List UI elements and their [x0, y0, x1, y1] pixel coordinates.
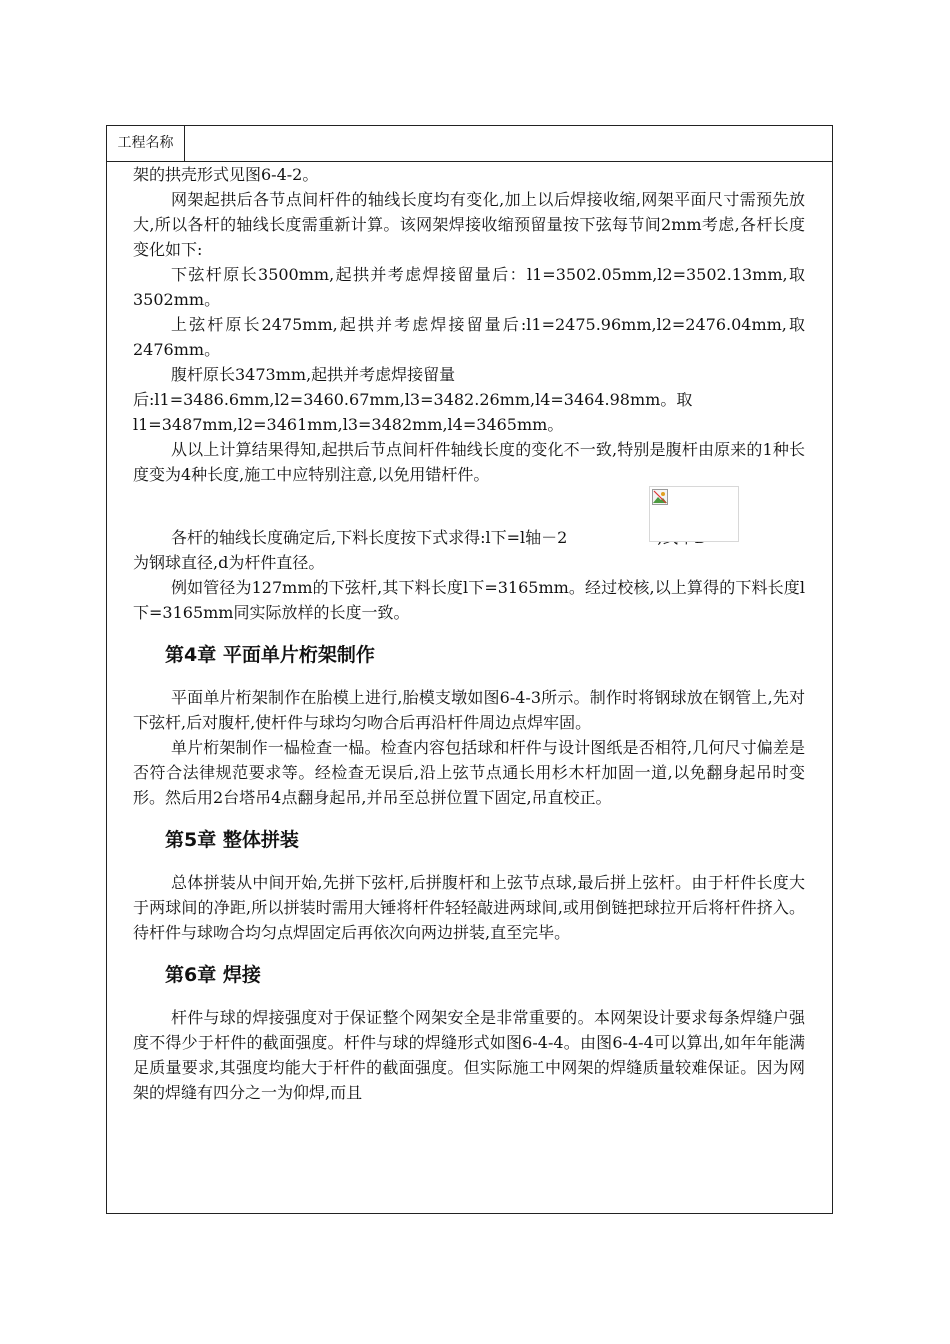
project-name-label: 工程名称	[107, 126, 185, 161]
paragraph: 例如管径为127mm的下弦杆,其下料长度l下=3165mm。经过校核,以上算得的下料长度l下=3165mm同实际放样的长度一致。	[133, 578, 805, 622]
paragraph: 上弦杆原长2475mm,起拱并考虑焊接留量后:l1=2475.96mm,l2=2476.04mm,取2476mm。	[133, 315, 805, 359]
formula-image	[649, 486, 739, 542]
project-name-value	[185, 126, 832, 161]
spacer	[133, 989, 805, 1005]
paragraph: 杆件与球的焊接强度对于保证整个网架安全是非常重要的。本网架设计要求每条焊缝户强度不得少于杆件的截面强度。杆件与球的焊缝形式如图6-4-4。由图6-4-4可以算出,如年年能满足质量要求,其强度均能大于杆件的截面强度。但实际施工中网架的焊缝质量较难保证。因为网架的焊缝有四分之一为仰焊,而且	[133, 1008, 805, 1102]
formula-image-slot	[567, 542, 657, 543]
broken-image-icon	[652, 489, 668, 505]
chapter-heading: 第6章 焊接	[165, 964, 261, 986]
paragraph: 后:l1=3486.6mm,l2=3460.67mm,l3=3482.26mm,l4=3464.98mm。取	[133, 390, 693, 409]
paragraph: 总体拼装从中间开始,先拼下弦杆,后拼腹杆和上弦节点球,最后拼上弦杆。由于杆件长度大于两球间的净距,所以拼装时需用大锤将杆件轻轻敲进两球间,或用倒链把球拉开后将杆件挤入。待杆件与球吻合均匀点焊固定后再依次向两边拼装,直至完毕。	[133, 873, 805, 942]
paragraph: l1=3487mm,l2=3461mm,l3=3482mm,l4=3465mm。	[133, 415, 564, 434]
paragraph: 腹杆原长3473mm,起拱并考虑焊接留量	[171, 365, 456, 384]
spacer	[133, 945, 805, 961]
chapter-heading: 第5章 整体拼装	[165, 829, 299, 851]
paragraph: 为钢球直径,d为杆件直径。	[133, 553, 325, 572]
paragraph: 从以上计算结果得知,起拱后节点间杆件轴线长度的变化不一致,特别是腹杆由原来的1种长度变为4种长度,施工中应特别注意,以免用错杆件。	[133, 440, 805, 484]
document-body	[133, 162, 805, 1105]
spacer	[133, 669, 805, 685]
paragraph: 单片桁架制作一榀检查一榀。检查内容包括球和杆件与设计图纸是否相符,几何尺寸偏差是否符合法律规范要求等。经检查无误后,沿上弦节点通长用杉木杆加固一道,以免翻身起吊时变形。然后用2台塔吊4点翻身起吊,并吊至总拼位置下固定,吊直校正。	[133, 738, 805, 807]
spacer	[133, 810, 805, 826]
header-row	[107, 126, 832, 162]
paragraph: 下弦杆原长3500mm,起拱并考虑焊接留量后：l1=3502.05mm,l2=3502.13mm,取3502mm。	[133, 265, 805, 309]
spacer	[133, 854, 805, 870]
document-frame	[106, 125, 833, 1214]
spacer	[133, 625, 805, 641]
paragraph: 网架起拱后各节点间杆件的轴线长度均有变化,加上以后焊接收缩,网架平面尺寸需预先放大,所以各杆的轴线长度需重新计算。该网架焊接收缩预留量按下弦每节间2mm考虑,各杆长度变化如下:	[133, 190, 805, 259]
paragraph: 架的拱壳形式见图6-4-2。	[133, 165, 319, 184]
chapter-heading: 第4章 平面单片桁架制作	[165, 644, 375, 666]
formula-text: 各杆的轴线长度确定后,下料长度按下式求得:l下=l轴－2	[171, 528, 568, 547]
paragraph: 平面单片桁架制作在胎模上进行,胎模支墩如图6-4-3所示。制作时将钢球放在钢管上,先对下弦杆,后对腹杆,使杆件与球均匀吻合后再沿杆件周边点焊牢固。	[133, 688, 805, 732]
